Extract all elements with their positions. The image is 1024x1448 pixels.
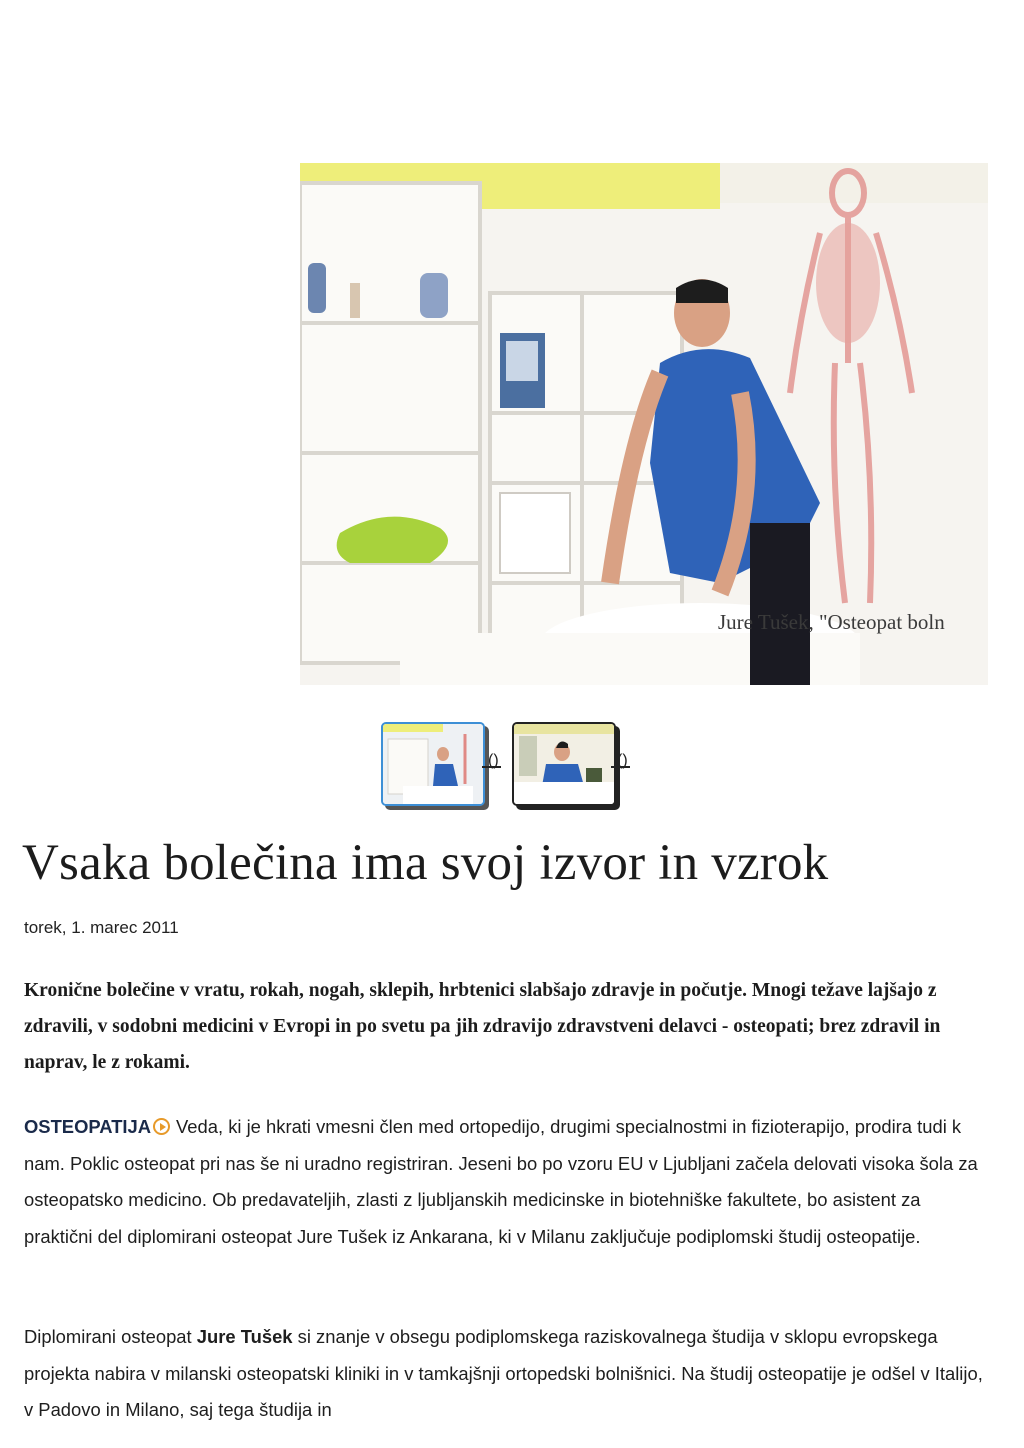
- article-main-photo: [300, 163, 988, 685]
- article-paragraph-2: [24, 1319, 992, 1429]
- photo-illustration: [300, 163, 988, 685]
- section-tag[interactable]: OSTEOPATIJA: [24, 1116, 152, 1137]
- paragraph-2-intro: Diplomirani osteopat: [24, 1326, 192, 1347]
- play-arrow-icon[interactable]: [153, 1118, 170, 1135]
- thumbnail-1-link[interactable]: (): [488, 752, 499, 769]
- gallery-thumbnail-2[interactable]: [512, 722, 616, 806]
- gallery-thumbnail-1[interactable]: [381, 722, 485, 806]
- article-title: Vsaka bolečina ima svoj izvor in vzrok: [22, 835, 829, 891]
- article-date: torek, 1. marec 2011: [24, 918, 179, 937]
- paragraph-2-text: si znanje v obsegu podiplomskega raziskovalnega študija v sklopu evropskega projekta nabira v milanski osteopatski kliniki in v tamkajšnji ortopedski bolnišnici. Na študij osteopatije je odšel v Italijo, v Padovo in Milano, saj tega študija in: [24, 1326, 983, 1420]
- thumbnail-image-1: [383, 724, 483, 804]
- thumbnail-image-2: [514, 724, 614, 804]
- photo-caption: Jure Tušek, "Osteopat boln: [718, 610, 945, 634]
- article-lead: Kronične bolečine v vratu, rokah, nogah, sklepih, hrbtenici slabšajo zdravje in počutje. Mnogi težave lajšajo z zdravili, v sodobni medicini v Evropi in po svetu pa jih zdravijo zdravstveni delavci - osteopati; brez zdravil in naprav, le z rokami.: [24, 980, 941, 1073]
- person-name: Jure Tušek: [196, 1326, 293, 1347]
- article-paragraph-1: [24, 1109, 992, 1255]
- thumbnail-2-link[interactable]: (): [617, 752, 628, 769]
- paragraph-1-text: Veda, ki je hkrati vmesni člen med ortopedijo, drugimi specialnostmi in fizioterapijo, prodira tudi k nam. Poklic osteopat pri nas še ni uradno registriran. Jeseni bo po vzoru EU v Ljubljani začela delovati visoka šola za osteopatsko medicino. Ob predavateljih, zlasti z ljubljanskih medicinske in biotehniške fakultete, bo asistent za praktični del diplomirani osteopat Jure Tušek iz Ankarana, ki v Milanu zaključuje podiplomski študij osteopatije.: [24, 1116, 978, 1247]
